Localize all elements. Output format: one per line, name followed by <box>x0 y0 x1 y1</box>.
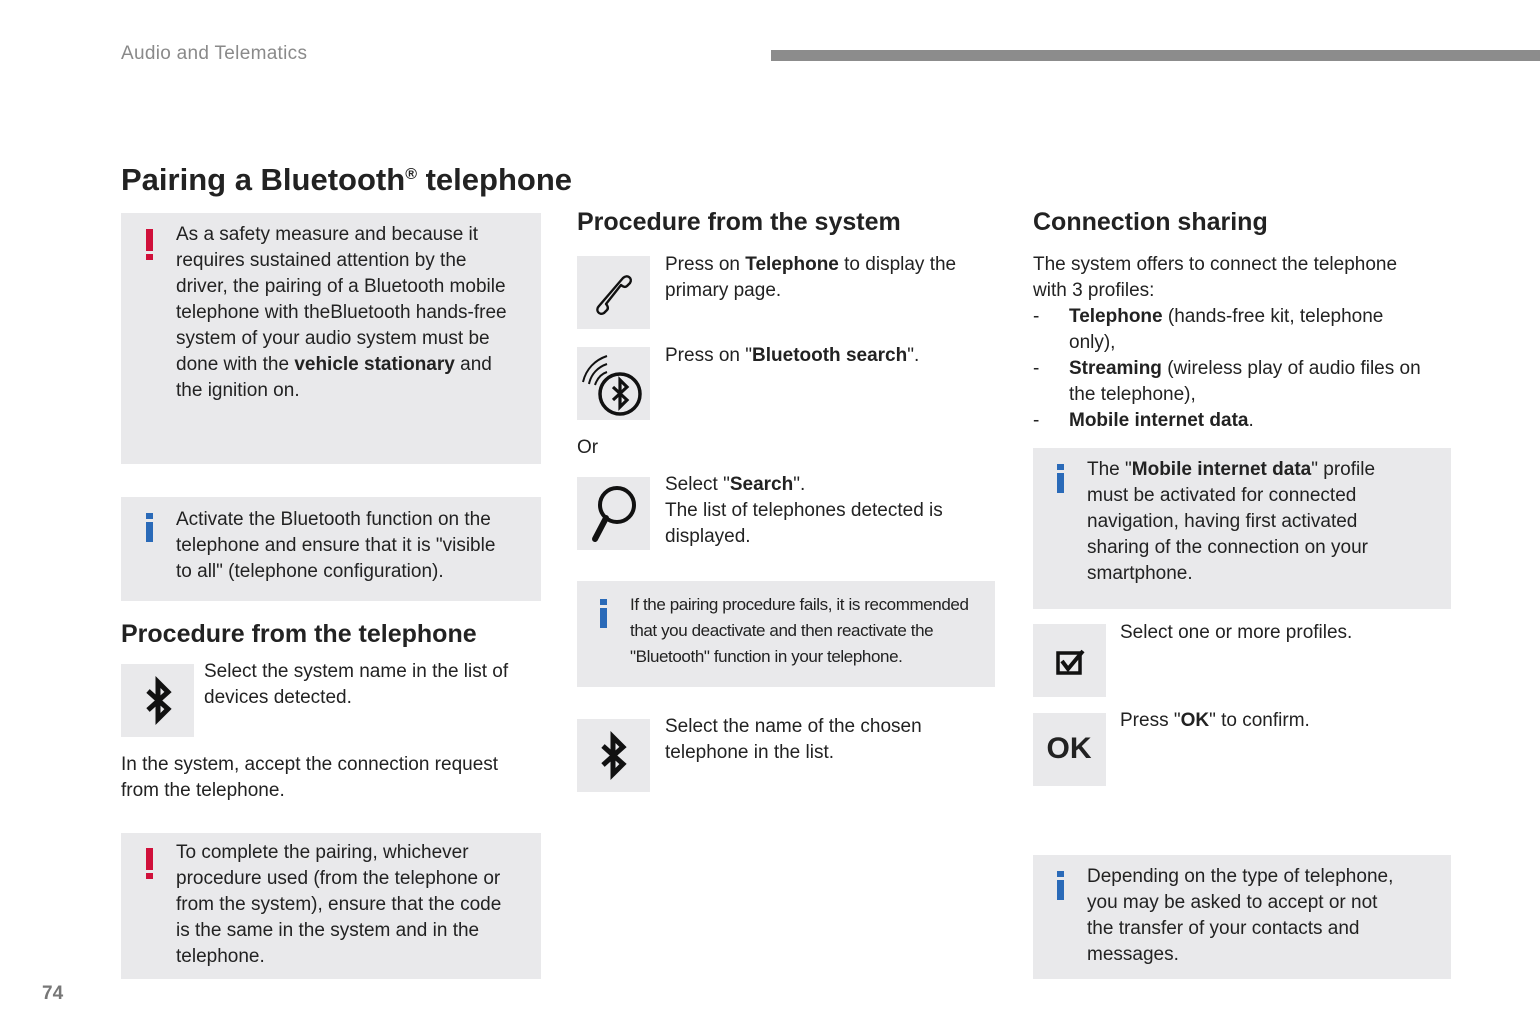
header-rule <box>771 50 1540 61</box>
page-title: Pairing a Bluetooth® telephone <box>121 162 572 197</box>
bluetooth-search-icon <box>577 347 650 420</box>
info-icon <box>1055 464 1067 493</box>
safety-warning-text: As a safety measure and because it requires sustained attention by the driver, the pairing of a Bluetooth mobile telephone with theBluetooth hands-free system of your audio system must be done with the vehicle stationary and the ignition on. <box>176 224 507 401</box>
list-item: - Telephone (hands-free kit, telephone only), <box>1033 304 1453 356</box>
system-step4-text: Select the name of the chosen telephone in the list. <box>665 716 922 763</box>
page-number: 74 <box>42 983 64 1004</box>
list-item: - Streaming (wireless play of audio files on the telephone), <box>1033 356 1453 408</box>
checkbox-icon-tile <box>1033 624 1106 697</box>
press-ok-text: Press "OK" to confirm. <box>1120 710 1310 731</box>
ok-icon-tile <box>1033 713 1106 786</box>
search-icon-tile <box>577 477 650 550</box>
mobile-data-info-text: The "Mobile internet data" profile must be activated for connected navigation, having first activated sharing of the connection on your smartphone. <box>1087 459 1376 584</box>
system-step1-text: Press on Telephone to display the primary page. <box>665 254 957 301</box>
bluetooth-icon-tile <box>577 719 650 792</box>
ok-icon: OK <box>1046 732 1092 765</box>
bluetooth-icon <box>577 719 650 792</box>
system-step2-text: Press on "Bluetooth search". <box>665 345 920 366</box>
heading-connection-sharing: Connection sharing <box>1033 208 1268 236</box>
heading-procedure-system: Procedure from the system <box>577 208 901 236</box>
info-icon <box>1055 871 1067 900</box>
info-icon <box>598 599 610 628</box>
telephone-step-text: Select the system name in the list of devices detected. <box>204 661 509 708</box>
profiles-list <box>1033 304 1453 434</box>
checkbox-icon <box>1033 624 1106 697</box>
magnifier-icon <box>577 477 650 550</box>
exclamation-icon <box>144 229 156 260</box>
bluetooth-info-text: Activate the Bluetooth function on the telephone and ensure that it is "visible to all" (telephone configuration). <box>176 509 496 582</box>
system-step3-text: Select "Search". The list of telephones detected is displayed. <box>665 474 943 547</box>
running-header: Audio and Telematics <box>121 43 308 64</box>
bluetooth-icon-tile <box>121 664 194 737</box>
list-item: - Mobile internet data. <box>1033 408 1453 434</box>
bluetooth-search-icon-tile <box>577 347 650 420</box>
heading-procedure-telephone: Procedure from the telephone <box>121 620 477 648</box>
pairing-code-warning-text: To complete the pairing, whichever procedure used (from the telephone or from the system), ensure that the code is the same in the system and in the telephone. <box>176 842 502 967</box>
registered-mark: ® <box>405 166 417 183</box>
bluetooth-icon <box>121 664 194 737</box>
info-icon <box>144 513 156 542</box>
pairing-fail-info-text: If the pairing procedure fails, it is recommended that you deactivate and then reactivate the "Bluetooth" function in your telephone. <box>630 595 969 666</box>
telephone-handset-icon <box>577 256 650 329</box>
telephone-icon-tile <box>577 256 650 329</box>
accept-request-text: In the system, accept the connection request from the telephone. <box>121 754 499 801</box>
exclamation-icon <box>144 848 156 879</box>
connection-sharing-intro: The system offers to connect the telephone with 3 profiles: <box>1033 254 1398 301</box>
select-profiles-text: Select one or more profiles. <box>1120 622 1353 643</box>
contacts-transfer-info-text: Depending on the type of telephone, you may be asked to accept or not the transfer of your contacts and messages. <box>1087 866 1394 965</box>
or-separator: Or <box>577 437 599 458</box>
